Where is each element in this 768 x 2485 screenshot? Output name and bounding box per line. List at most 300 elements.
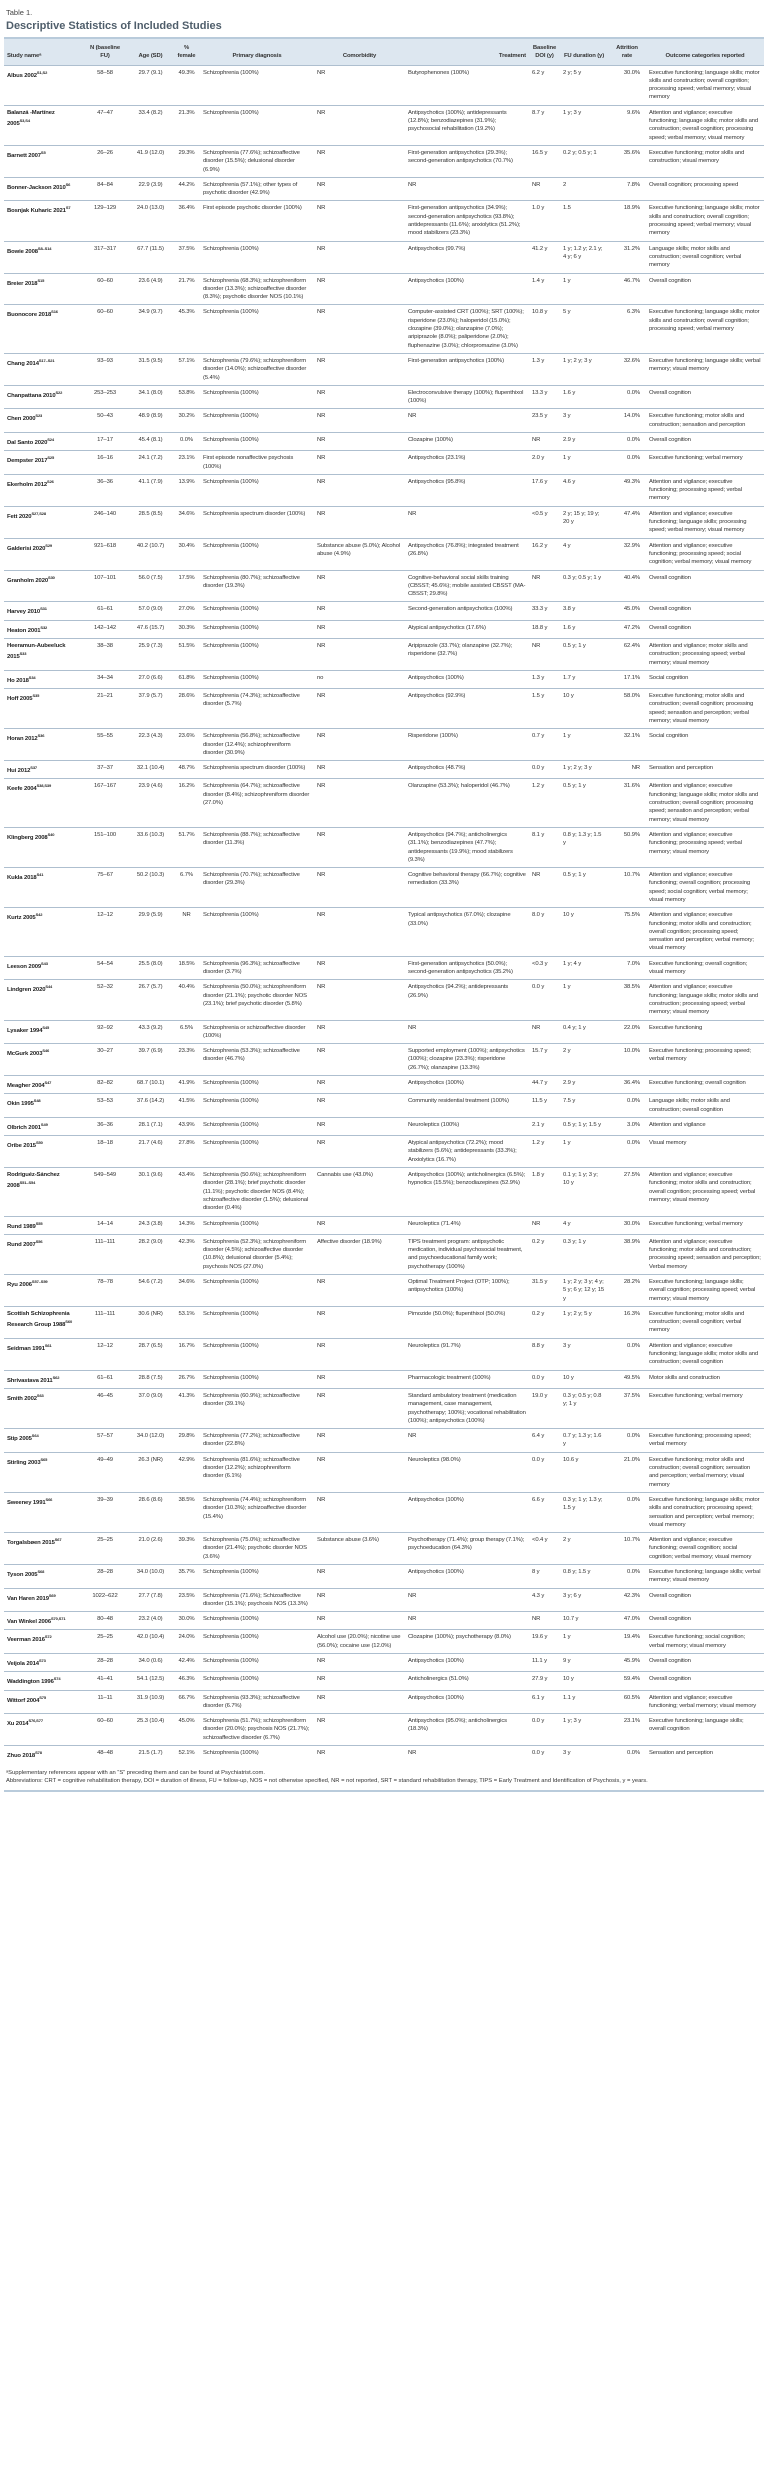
table-row — [4, 1136, 764, 1168]
cell-fu-duration: 1 y — [560, 451, 608, 475]
cell-attrition: 28.2% — [608, 1275, 646, 1307]
study-name — [4, 241, 82, 273]
cell-attrition: 31.6% — [608, 779, 646, 827]
table-row — [4, 1564, 764, 1588]
table-row — [4, 638, 764, 670]
cell-fu-duration: 3.8 y — [560, 602, 608, 620]
table-row — [4, 1306, 764, 1338]
cell-age: 28.7 (6.5) — [128, 1338, 173, 1370]
table-row — [4, 385, 764, 409]
cell-n: 549–549 — [82, 1168, 128, 1216]
col-fu: FU duration (y) — [560, 38, 608, 65]
cell-fu-duration: 1.5 — [560, 201, 608, 241]
study-name-text: Stirling 2003 — [7, 1459, 41, 1466]
cell-attrition: 10.7% — [608, 868, 646, 908]
study-name — [4, 432, 82, 450]
table-row — [4, 1612, 764, 1630]
cell-outcomes: Attention and vigilance; executive functioning; language skills; motor skills and construction; overall cognition; processing speed; verbal memory; visual memory — [646, 105, 764, 145]
reference-superscript: S40 — [47, 831, 55, 837]
cell-female: 23.1% — [173, 451, 200, 475]
cell-age: 28.5 (8.5) — [128, 506, 173, 538]
study-name-text: Kukla 2018 — [7, 875, 37, 882]
cell-treatment: Antipsychotics (95.0%); anticholinergics (18.3%) — [405, 1714, 529, 1746]
reference-superscript: S64 — [31, 1433, 39, 1439]
cell-fu-duration: 0.3 y; 1 y — [560, 1234, 608, 1274]
study-name — [4, 1020, 82, 1044]
cell-age: 30.1 (9.6) — [128, 1168, 173, 1216]
cell-diagnosis: Schizophrenia or schizoaffective disorder (100%) — [200, 1020, 314, 1044]
cell-n: 317–317 — [82, 241, 128, 273]
cell-treatment: Antipsychotics (92.9%) — [405, 689, 529, 729]
cell-diagnosis: Schizophrenia (74.4%); schizophreniform disorder (10.3%); schizoaffective disorder (15.4%) — [200, 1492, 314, 1532]
study-name — [4, 620, 82, 638]
study-name-text: Heeramun-Aubeeluck 2015 — [7, 642, 66, 661]
cell-diagnosis: Schizophrenia (100%) — [200, 620, 314, 638]
cell-treatment: NR — [405, 409, 529, 433]
cell-treatment: Aripiprazole (33.7%); olanzapine (32.7%); risperidone (32.7%) — [405, 638, 529, 670]
cell-diagnosis: Schizophrenia (100%) — [200, 1370, 314, 1388]
cell-female: 23.5% — [173, 1588, 200, 1612]
study-name — [4, 1117, 82, 1135]
cell-diagnosis: Schizophrenia (100%) — [200, 1076, 314, 1094]
cell-female: 17.5% — [173, 570, 200, 602]
cell-doi: 1.4 y — [529, 273, 560, 305]
cell-doi: NR — [529, 570, 560, 602]
cell-age: 34.0 (10.0) — [128, 1564, 173, 1588]
cell-fu-duration: 0.3 y; 0.5 y; 0.8 y; 1 y — [560, 1388, 608, 1428]
cell-outcomes: Executive functioning; verbal memory — [646, 1388, 764, 1428]
study-name-text: Ekerholm 2012 — [7, 481, 48, 488]
cell-comorbidity: Substance abuse (3.6%) — [314, 1533, 405, 1565]
cell-outcomes: Executive functioning; motor skills and construction; overall cognition; verbal memory — [646, 1306, 764, 1338]
cell-outcomes: Motor skills and construction — [646, 1370, 764, 1388]
cell-diagnosis: Schizophrenia (100%) — [200, 1117, 314, 1135]
cell-outcomes: Executive functioning; verbal memory — [646, 1216, 764, 1234]
cell-outcomes: Visual memory — [646, 1136, 764, 1168]
cell-age: 22.3 (4.3) — [128, 729, 173, 761]
cell-treatment: Antipsychotics (48.7%) — [405, 761, 529, 779]
cell-female: 30.4% — [173, 538, 200, 570]
cell-comorbidity: Cannabis use (43.0%) — [314, 1168, 405, 1216]
cell-comorbidity: NR — [314, 1714, 405, 1746]
cell-diagnosis: Schizophrenia (53.3%); schizoaffective disorder (46.7%) — [200, 1044, 314, 1076]
table-row — [4, 1168, 764, 1216]
cell-treatment: Electroconvulsive therapy (100%); flupenthixol (100%) — [405, 385, 529, 409]
cell-age: 67.7 (11.5) — [128, 241, 173, 273]
reference-superscript: S6 — [65, 181, 71, 187]
study-name-text: Chanpattana 2010 — [7, 392, 56, 399]
study-name — [4, 956, 82, 980]
table-row — [4, 1234, 764, 1274]
cell-treatment: Antipsychotics (100%) — [405, 1654, 529, 1672]
reference-superscript: S73 — [38, 1658, 46, 1664]
cell-doi: 13.3 y — [529, 385, 560, 409]
cell-outcomes: Overall cognition — [646, 602, 764, 620]
cell-fu-duration: 0.5 y; 1 y — [560, 868, 608, 908]
cell-outcomes: Executive functioning; overall cognition — [646, 1076, 764, 1094]
reference-superscript: S57–S59 — [31, 1279, 48, 1284]
study-name-text: Waddington 1996 — [7, 1679, 54, 1686]
cell-fu-duration: 2 y; 5 y — [560, 65, 608, 105]
reference-superscript: S16 — [51, 309, 58, 315]
col-diagnosis: Primary diagnosis — [200, 38, 314, 65]
cell-age: 37.9 (5.7) — [128, 689, 173, 729]
cell-n: 46–45 — [82, 1388, 128, 1428]
cell-fu-duration: 2.9 y — [560, 1076, 608, 1094]
cell-doi: 8.1 y — [529, 827, 560, 867]
study-name — [4, 779, 82, 827]
reference-superscript: S34 — [28, 674, 36, 680]
cell-n: 12–12 — [82, 1338, 128, 1370]
study-name — [4, 1672, 82, 1690]
cell-treatment: Antipsychotics (100%) — [405, 273, 529, 305]
cell-fu-duration: 7.5 y — [560, 1094, 608, 1118]
table-row — [4, 1690, 764, 1714]
cell-doi: 0.7 y — [529, 729, 560, 761]
cell-attrition: 37.5% — [608, 1388, 646, 1428]
table-row — [4, 1714, 764, 1746]
cell-female: 16.7% — [173, 1338, 200, 1370]
cell-doi: 0.0 y — [529, 1370, 560, 1388]
table-title: Descriptive Statistics of Included Studies — [6, 20, 222, 32]
table-row — [4, 1094, 764, 1118]
study-name-text: Ho 2018 — [7, 677, 29, 684]
cell-comorbidity: NR — [314, 1429, 405, 1453]
study-name — [4, 273, 82, 305]
study-name — [4, 761, 82, 779]
study-name — [4, 1136, 82, 1168]
cell-outcomes: Attention and vigilance; executive functioning; overall cognition; processing speed; social cognition; verbal memory; visual memory — [646, 868, 764, 908]
study-name-text: Xu 2014 — [7, 1721, 29, 1728]
reference-superscript: S8–S14 — [37, 245, 52, 251]
cell-age: 31.9 (10.9) — [128, 1690, 173, 1714]
cell-age: 34.1 (8.0) — [128, 385, 173, 409]
cell-fu-duration: 1.1 y — [560, 1690, 608, 1714]
cell-female: 45.3% — [173, 305, 200, 353]
study-name — [4, 670, 82, 688]
descriptive-statistics-table — [4, 37, 764, 1763]
study-name — [4, 1168, 82, 1216]
cell-fu-duration: 1.6 y — [560, 620, 608, 638]
cell-comorbidity: NR — [314, 1588, 405, 1612]
table-row — [4, 432, 764, 450]
table-body — [4, 65, 764, 1763]
study-name — [4, 474, 82, 506]
cell-comorbidity: NR — [314, 570, 405, 602]
cell-n: 93–93 — [82, 353, 128, 385]
cell-attrition: 49.5% — [608, 1370, 646, 1388]
cell-diagnosis: Schizophrenia (100%) — [200, 241, 314, 273]
table-row — [4, 451, 764, 475]
table-row — [4, 201, 764, 241]
cell-attrition: 60.5% — [608, 1690, 646, 1714]
reference-superscript: S78 — [35, 1750, 42, 1756]
study-name — [4, 305, 82, 353]
study-name — [4, 1746, 82, 1764]
cell-outcomes: Overall cognition — [646, 620, 764, 638]
cell-age: 40.2 (10.7) — [128, 538, 173, 570]
table-row — [4, 1654, 764, 1672]
cell-n: 80–48 — [82, 1612, 128, 1630]
cell-female: 41.9% — [173, 1076, 200, 1094]
reference-superscript: S50 — [35, 1140, 43, 1146]
cell-comorbidity: NR — [314, 1306, 405, 1338]
cell-comorbidity: NR — [314, 956, 405, 980]
cell-attrition: 18.9% — [608, 201, 646, 241]
cell-fu-duration: 0.5 y; 1 y — [560, 779, 608, 827]
table-row — [4, 570, 764, 602]
cell-female: 52.1% — [173, 1746, 200, 1764]
cell-age: 50.2 (10.3) — [128, 868, 173, 908]
cell-diagnosis: Schizophrenia (100%) — [200, 305, 314, 353]
cell-treatment: Antipsychotics (94.2%); antidepressants (26.9%) — [405, 980, 529, 1020]
cell-treatment: Neuroleptics (100%) — [405, 1117, 529, 1135]
study-name-text: Torgalsbøen 2015 — [7, 1540, 55, 1547]
cell-doi: 4.3 y — [529, 1588, 560, 1612]
cell-female: 61.8% — [173, 670, 200, 688]
study-name-text: Meagher 2004 — [7, 1083, 45, 1090]
cell-attrition: 14.0% — [608, 409, 646, 433]
cell-fu-duration: 0.5 y; 1 y — [560, 638, 608, 670]
cell-age: 31.5 (9.5) — [128, 353, 173, 385]
cell-treatment: Neuroleptics (91.7%) — [405, 1338, 529, 1370]
reference-superscript: S22 — [55, 389, 63, 395]
cell-fu-duration: 10 y — [560, 1370, 608, 1388]
cell-treatment: Antipsychotics (100%); antidepressants (12.8%); benzodiazepines (31.9%); psychosocial rehabilitation (19.2%) — [405, 105, 529, 145]
cell-doi: 15.7 y — [529, 1044, 560, 1076]
cell-fu-duration: 1 y; 3 y — [560, 105, 608, 145]
cell-diagnosis: Schizophrenia (100%) — [200, 1136, 314, 1168]
header-row — [4, 38, 764, 65]
cell-fu-duration: 5 y — [560, 305, 608, 353]
cell-female: 36.4% — [173, 201, 200, 241]
cell-attrition: 42.3% — [608, 1588, 646, 1612]
cell-age: 24.1 (7.2) — [128, 451, 173, 475]
cell-n: 18–18 — [82, 1136, 128, 1168]
cell-outcomes: Attention and vigilance; executive functioning; processing speed; social cognition; verbal memory; visual memory — [646, 538, 764, 570]
cell-attrition: 62.4% — [608, 638, 646, 670]
cell-comorbidity: NR — [314, 1275, 405, 1307]
study-name-text: Ryu 2006 — [7, 1281, 32, 1288]
cell-attrition: 16.3% — [608, 1306, 646, 1338]
table-row — [4, 1275, 764, 1307]
cell-diagnosis: Schizophrenia (100%) — [200, 65, 314, 105]
cell-diagnosis: Schizophrenia (100%) — [200, 1612, 314, 1630]
cell-age: 25.5 (8.0) — [128, 956, 173, 980]
cell-attrition: 31.2% — [608, 241, 646, 273]
cell-fu-duration: 2 y — [560, 1044, 608, 1076]
table-row — [4, 1533, 764, 1565]
cell-n: 53–53 — [82, 1094, 128, 1118]
table-row — [4, 1370, 764, 1388]
study-name — [4, 1370, 82, 1388]
cell-female: 30.3% — [173, 620, 200, 638]
cell-diagnosis: Schizophrenia (96.3%); schizoaffective disorder (3.7%) — [200, 956, 314, 980]
study-name-text: Lindgren 2020 — [7, 987, 46, 994]
cell-comorbidity: NR — [314, 620, 405, 638]
study-name — [4, 1452, 82, 1492]
cell-fu-duration: 1 y — [560, 980, 608, 1020]
cell-female: 23.3% — [173, 1044, 200, 1076]
cell-treatment: Second-generation antipsychotics (100%) — [405, 602, 529, 620]
cell-female: 13.9% — [173, 474, 200, 506]
cell-comorbidity: NR — [314, 602, 405, 620]
cell-comorbidity: NR — [314, 1117, 405, 1135]
study-name — [4, 1714, 82, 1746]
cell-doi: 1.5 y — [529, 689, 560, 729]
cell-outcomes: Social cognition — [646, 729, 764, 761]
cell-age: 28.1 (7.1) — [128, 1117, 173, 1135]
cell-attrition: 47.4% — [608, 506, 646, 538]
cell-attrition: 32.1% — [608, 729, 646, 761]
cell-doi: 10.8 y — [529, 305, 560, 353]
cell-outcomes: Overall cognition — [646, 385, 764, 409]
cell-comorbidity: NR — [314, 1370, 405, 1388]
cell-female: 46.3% — [173, 1672, 200, 1690]
cell-fu-duration: 2 y — [560, 1533, 608, 1565]
cell-fu-duration: 3 y; 6 y — [560, 1588, 608, 1612]
cell-n: 47–47 — [82, 105, 128, 145]
cell-fu-duration: 1.6 y — [560, 385, 608, 409]
cell-fu-duration: 1 y; 2 y; 3 y — [560, 353, 608, 385]
cell-comorbidity: NR — [314, 145, 405, 177]
table-row — [4, 729, 764, 761]
study-name — [4, 105, 82, 145]
cell-diagnosis: Schizophrenia (100%) — [200, 670, 314, 688]
cell-outcomes: Attention and vigilance; executive functioning; language skills; motor skills and construction; processing speed; verbal memory; visual memory — [646, 980, 764, 1020]
cell-attrition: 38.9% — [608, 1234, 646, 1274]
reference-superscript: S43 — [41, 960, 48, 966]
cell-doi: 6.1 y — [529, 1690, 560, 1714]
cell-n: 41–41 — [82, 1672, 128, 1690]
cell-comorbidity: NR — [314, 1492, 405, 1532]
cell-attrition: 58.0% — [608, 689, 646, 729]
cell-female: 21.7% — [173, 273, 200, 305]
cell-outcomes: Executive functioning; language skills; overall cognition — [646, 1714, 764, 1746]
table-row — [4, 827, 764, 867]
cell-comorbidity: NR — [314, 1020, 405, 1044]
cell-doi: 1.2 y — [529, 1136, 560, 1168]
study-name — [4, 1275, 82, 1307]
study-name — [4, 385, 82, 409]
study-name — [4, 1094, 82, 1118]
table-row — [4, 602, 764, 620]
study-name-text: Seidman 1991 — [7, 1345, 45, 1352]
cell-attrition: 0.0% — [608, 1429, 646, 1453]
cell-doi: 0.2 y — [529, 1306, 560, 1338]
cell-outcomes: Executive functioning; language skills; motor skills and construction; overall cognition; processing speed; verbal memory — [646, 305, 764, 353]
study-name — [4, 1690, 82, 1714]
cell-attrition: 32.6% — [608, 353, 646, 385]
cell-doi: 1.3 y — [529, 670, 560, 688]
cell-attrition: 32.9% — [608, 538, 646, 570]
cell-age: 30.6 (NR) — [128, 1306, 173, 1338]
cell-female: 27.8% — [173, 1136, 200, 1168]
reference-superscript: S75 — [39, 1694, 46, 1700]
cell-treatment: First-generation antipsychotics (50.0%); second-generation antipsychotics (35.2%) — [405, 956, 529, 980]
cell-female: 27.0% — [173, 602, 200, 620]
cell-diagnosis: Schizophrenia (100%) — [200, 638, 314, 670]
cell-treatment: NR — [405, 177, 529, 201]
col-attrition: Attrition rate — [608, 38, 646, 65]
cell-diagnosis: Schizophrenia (100%) — [200, 1094, 314, 1118]
cell-n: 129–129 — [82, 201, 128, 241]
cell-treatment: Clozapine (100%); psychotherapy (8.0%) — [405, 1630, 529, 1654]
reference-superscript: S7 — [65, 205, 71, 211]
reference-superscript: S24 — [47, 436, 54, 442]
cell-female: 42.4% — [173, 1654, 200, 1672]
study-name-text: Oribe 2015 — [7, 1143, 36, 1150]
cell-age: 54.6 (7.2) — [128, 1275, 173, 1307]
table-row — [4, 908, 764, 956]
cell-diagnosis: Schizophrenia (100%) — [200, 1216, 314, 1234]
col-outcomes: Outcome categories reported — [646, 38, 764, 65]
cell-attrition: 0.0% — [608, 1094, 646, 1118]
cell-doi: 2.1 y — [529, 1117, 560, 1135]
study-name — [4, 201, 82, 241]
study-name-text: Balanzá -Martínez 2005 — [7, 109, 55, 128]
cell-treatment: Atypical antipsychotics (17.6%) — [405, 620, 529, 638]
col-comorbidity: Comorbidity — [314, 38, 405, 65]
cell-diagnosis: Schizophrenia (100%) — [200, 432, 314, 450]
cell-doi: 44.7 y — [529, 1076, 560, 1094]
cell-diagnosis: First episode psychotic disorder (100%) — [200, 201, 314, 241]
cell-n: 82–82 — [82, 1076, 128, 1094]
cell-diagnosis: Schizophrenia (93.3%); schizoaffective disorder (6.7%) — [200, 1690, 314, 1714]
cell-diagnosis: Schizophrenia (100%) — [200, 1672, 314, 1690]
cell-female: 42.9% — [173, 1452, 200, 1492]
cell-female: 28.6% — [173, 689, 200, 729]
cell-comorbidity: NR — [314, 1388, 405, 1428]
cell-attrition: 45.0% — [608, 602, 646, 620]
cell-comorbidity: NR — [314, 1690, 405, 1714]
cell-attrition: 30.0% — [608, 65, 646, 105]
cell-fu-duration: 4 y — [560, 538, 608, 570]
cell-fu-duration: 0.2 y; 0.5 y; 1 — [560, 145, 608, 177]
cell-attrition: 10.7% — [608, 1533, 646, 1565]
cell-n: 12–12 — [82, 908, 128, 956]
cell-attrition: 0.0% — [608, 1564, 646, 1588]
cell-age: 24.0 (13.0) — [128, 201, 173, 241]
cell-doi: 27.9 y — [529, 1672, 560, 1690]
cell-diagnosis: Schizophrenia (80.7%); schizoaffective disorder (19.3%) — [200, 570, 314, 602]
study-name — [4, 729, 82, 761]
cell-female: 41.3% — [173, 1388, 200, 1428]
study-name — [4, 1564, 82, 1588]
reference-superscript: S56 — [35, 1238, 43, 1244]
cell-outcomes: Attention and vigilance; executive functioning; language skills; motor skills and construction; overall cognition; processing speed; sensation and perception; verbal memory; visual memory — [646, 779, 764, 827]
cell-n: 36–36 — [82, 474, 128, 506]
cell-diagnosis: Schizophrenia (100%) — [200, 1630, 314, 1654]
reference-superscript: S68 — [37, 1568, 45, 1574]
study-name-text: Buonocore 2018 — [7, 312, 52, 319]
cell-doi: 31.5 y — [529, 1275, 560, 1307]
reference-superscript: S62 — [52, 1374, 60, 1380]
cell-attrition: 47.0% — [608, 1612, 646, 1630]
reference-superscript: S41 — [36, 872, 44, 878]
cell-comorbidity: NR — [314, 779, 405, 827]
table-row — [4, 761, 764, 779]
cell-age: 26.7 (5.7) — [128, 980, 173, 1020]
cell-n: 38–38 — [82, 638, 128, 670]
cell-fu-duration: 0.1 y; 1 y; 3 y; 10 y — [560, 1168, 608, 1216]
study-name — [4, 1429, 82, 1453]
cell-comorbidity: NR — [314, 729, 405, 761]
reference-superscript: S25 — [47, 455, 55, 461]
cell-comorbidity: NR — [314, 908, 405, 956]
table-row — [4, 241, 764, 273]
cell-n: 30–27 — [82, 1044, 128, 1076]
